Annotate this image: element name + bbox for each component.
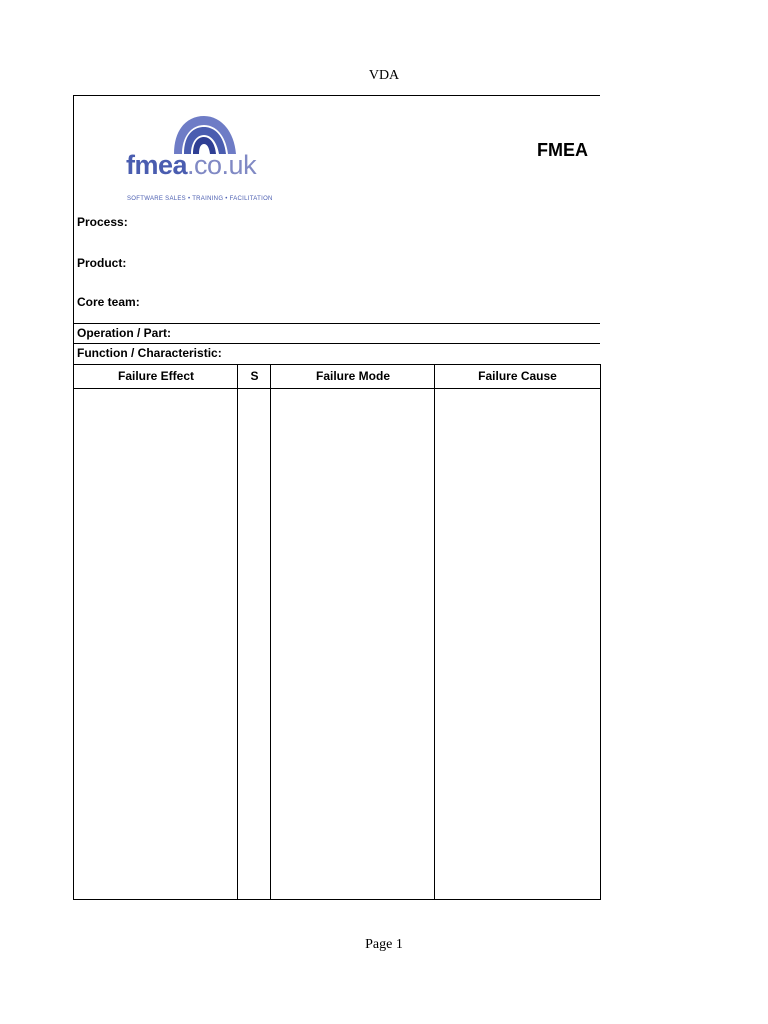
core-team-label: Core team: [77, 295, 140, 309]
logo-brand-main: fmea [126, 150, 188, 180]
column-divider [434, 365, 435, 900]
section-divider [74, 343, 600, 344]
logo-brand-suffix: .co.uk [187, 150, 257, 180]
fmea-table [74, 364, 601, 900]
process-label: Process: [77, 215, 128, 229]
logo-wordmark [126, 152, 256, 179]
column-header-failure-mode: Failure Mode [271, 365, 435, 389]
page-header: VDA [368, 68, 400, 83]
section-divider [74, 323, 600, 324]
operation-part-label: Operation / Part: [77, 326, 172, 340]
fmea-logo [126, 114, 276, 202]
column-header-failure-cause: Failure Cause [435, 365, 600, 389]
page-footer: Page 1 [365, 937, 403, 952]
fmea-form [73, 95, 600, 900]
column-divider [237, 365, 238, 900]
product-label: Product: [77, 256, 127, 270]
column-divider [270, 365, 271, 900]
logo-tagline: SOFTWARE SALES • TRAINING • FACILITATION [127, 196, 273, 202]
document-title: FMEA [537, 140, 588, 160]
column-header-failure-effect: Failure Effect [74, 365, 238, 389]
column-header-severity: S [238, 365, 271, 389]
function-characteristic-label: Function / Characteristic: [77, 346, 222, 360]
